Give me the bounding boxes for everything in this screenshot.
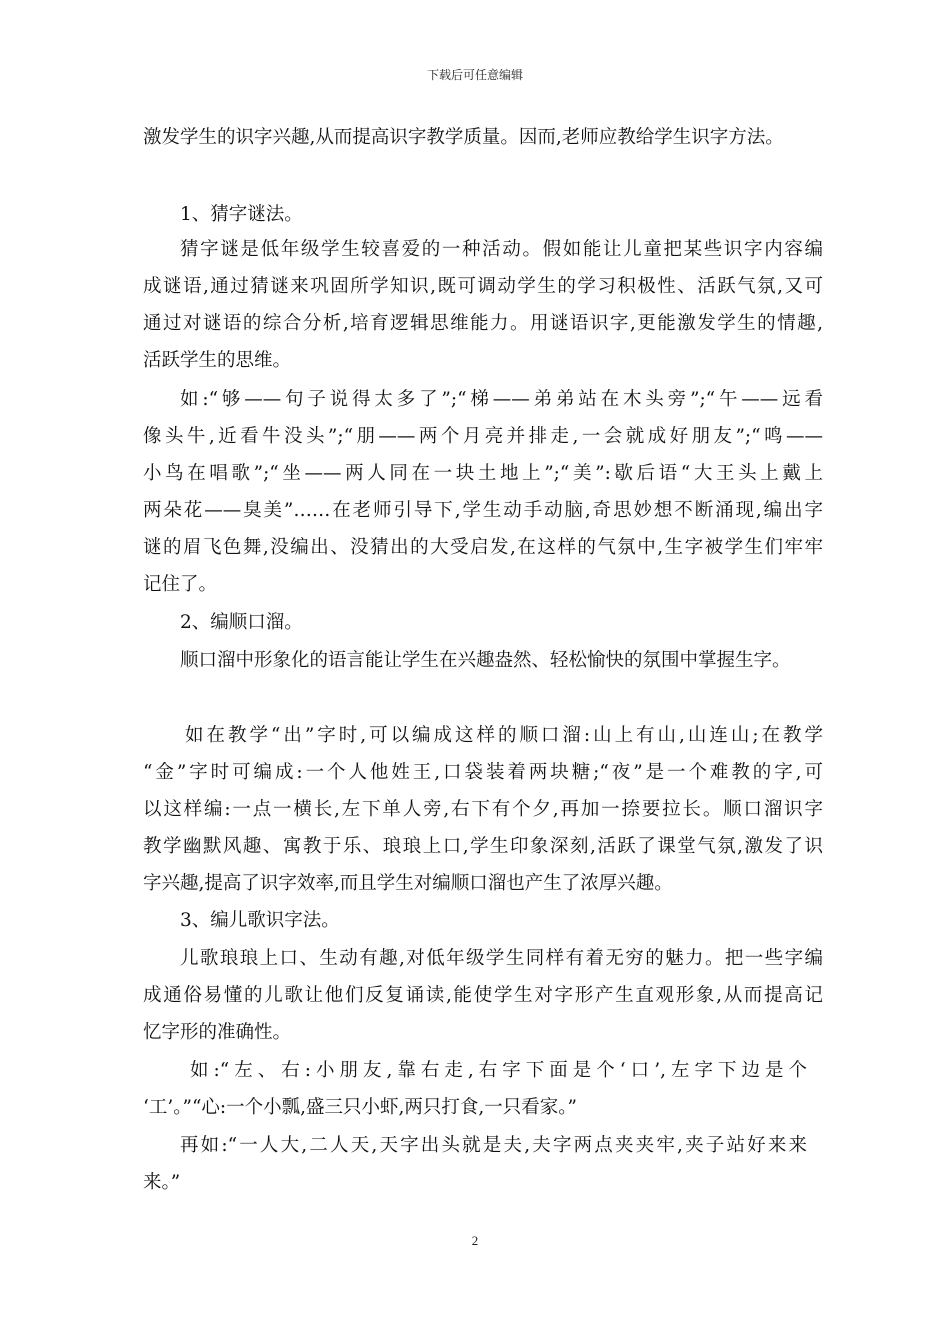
paragraph-line: 小鸟在唱歌”;“坐——两人同在一块土地上”;“美”:歇后语“大王头上戴上 [143, 463, 823, 484]
paragraph-line: 两朵花——臭美”……在老师引导下,学生动手动脑,奇思妙想不断涌现,编出字 [143, 500, 823, 521]
paragraph-line: 顺口溜中形象化的语言能让学生在兴趣盎然、轻松愉快的氛围中掌握生字。 [180, 650, 791, 671]
page-header: 下载后可任意编辑 [426, 68, 523, 82]
paragraph-line: 通过对谜语的综合分析,培育逻辑思维能力。用谜语识字,更能激发学生的情趣, [143, 313, 823, 334]
paragraph-line: 忆字形的准确性。 [143, 1022, 292, 1043]
paragraph-line: 如在教学“出”字时,可以编成这样的顺口溜:山上有山,山连山;在教学 [185, 725, 823, 746]
paragraph-line: 活跃学生的思维。 [143, 350, 292, 371]
paragraph-line: 记住了。 [143, 574, 218, 595]
section-heading-1: 1、猜字谜法。 [180, 204, 303, 225]
paragraph-line: 激发学生的识字兴趣,从而提高识字教学质量。因而,老师应教给学生识字方法。 [143, 127, 784, 148]
paragraph-line: 字兴趣,提高了识字效率,而且学生对编顺口溜也产生了浓厚兴趣。 [143, 873, 673, 894]
paragraph-line: 如:“够——句子说得太多了”;“梯——弟弟站在木头旁”;“午——远看 [180, 389, 823, 410]
paragraph-line: 来。” [143, 1172, 181, 1193]
paragraph-line: “金”字时可编成:一个人他姓王,口袋装着两块糖;“夜”是一个难教的字,可 [143, 762, 823, 783]
paragraph-line: 再如:“一人大,二人天,天字出头就是夫,夫字两点夹夹牢,夹子站好来来 [180, 1135, 807, 1156]
paragraph-line: ‘工’。”“心:一个小瓢,盛三只小虾,两只打食,一只看家。” [143, 1097, 578, 1118]
paragraph-line: 教学幽默风趣、寓教于乐、琅琅上口,学生印象深刻,活跃了课堂气氛,激发了识 [143, 836, 823, 857]
page-number: 2 [471, 1233, 479, 1248]
paragraph-line: 猜字谜是低年级学生较喜爱的一种活动。假如能让儿童把某些识字内容编 [180, 239, 823, 260]
paragraph-line: 谜的眉飞色舞,没编出、没猜出的大受启发,在这样的气氛中,生字被学生们牢牢 [143, 537, 823, 558]
paragraph-line: 成通俗易懂的儿歌让他们反复诵读,能使学生对字形产生直观形象,从而提高记 [143, 985, 823, 1006]
paragraph-line: 成谜语,通过猜谜来巩固所学知识,既可调动学生的学习积极性、活跃气氛,又可 [143, 276, 823, 297]
paragraph-line: 如:“左、右:小朋友,靠右走,右字下面是个‘口’,左字下边是个 [190, 1060, 807, 1081]
paragraph-line: 以这样编:一点一横长,左下单人旁,右下有个夕,再加一捺要拉长。顺口溜识字 [143, 799, 823, 820]
paragraph-line: 儿歌琅琅上口、生动有趣,对低年级学生同样有着无穷的魅力。把一些字编 [180, 948, 823, 969]
section-heading-3: 3、编儿歌识字法。 [180, 910, 340, 931]
paragraph-line: 像头牛,近看牛没头”;“朋——两个月亮并排走,一会就成好朋友”;“鸣—— [143, 426, 823, 447]
section-heading-2: 2、编顺口溜。 [180, 612, 303, 633]
